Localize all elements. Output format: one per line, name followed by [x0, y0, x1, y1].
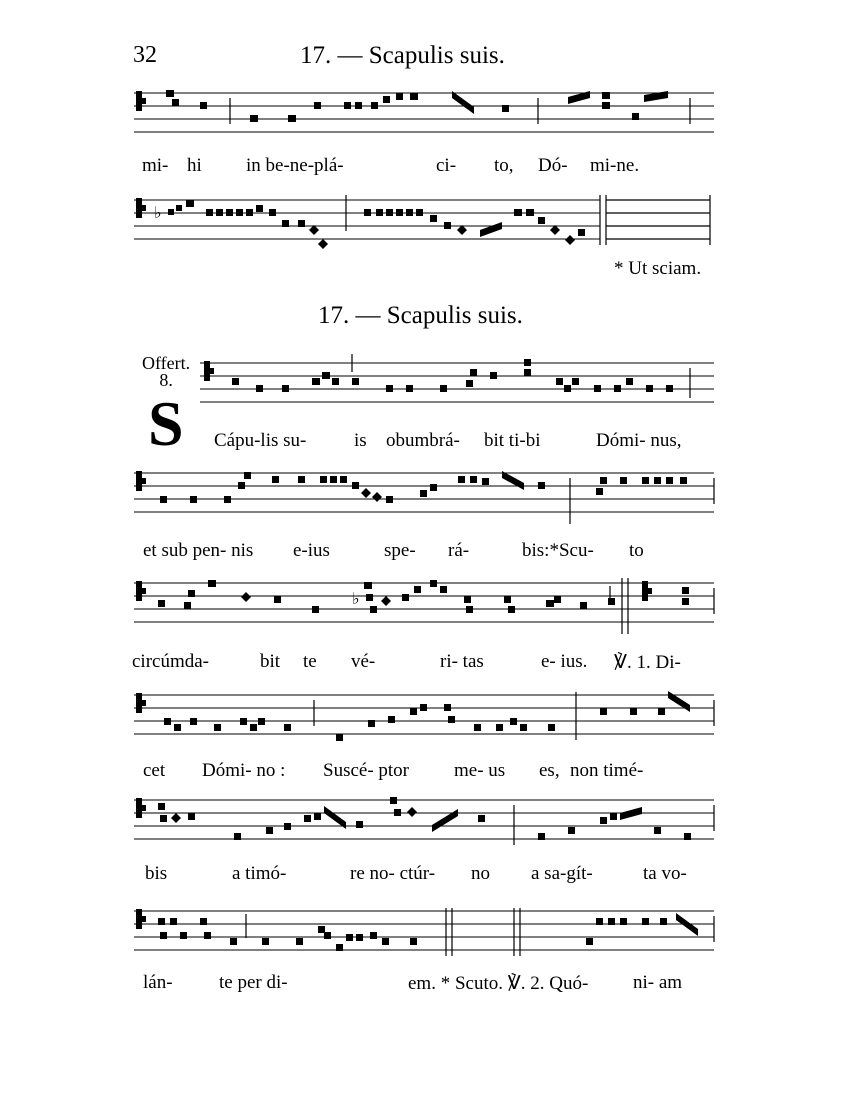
lyric-syllable: ℣. 1. Di- — [614, 652, 681, 673]
neume-staff-7 — [134, 795, 714, 855]
lyric-syllable: ci- — [436, 155, 457, 176]
neume-staff-3 — [200, 358, 714, 418]
neume-staff-4 — [134, 468, 714, 528]
lyric-syllable: bis — [145, 863, 168, 884]
mode-label-number: 8. — [159, 370, 173, 390]
lyric-syllable: Dómi- no : — [202, 760, 286, 781]
lyric-syllable: e-ius — [293, 540, 330, 561]
lyric-syllable: te — [303, 651, 317, 672]
lyric-syllable: em. * Scuto. ℣. 2. Quó- — [408, 973, 589, 994]
neume-staff-8 — [134, 906, 714, 966]
staff-system-6 — [134, 690, 714, 750]
lyric-syllable: rá- — [448, 540, 470, 561]
lyric-syllable: ni- am — [633, 972, 683, 993]
neume-staff-5 — [134, 578, 714, 638]
lyric-syllable: et sub pen- nis — [143, 540, 254, 561]
neume-staff-1 — [134, 88, 714, 148]
staff-system-2 — [134, 195, 714, 255]
mode-label-genre: Offert. — [142, 353, 191, 373]
staff-system-7 — [134, 795, 714, 855]
lyric-syllable: to, — [494, 155, 514, 176]
staff-system-4 — [134, 468, 714, 528]
chant-title: 17. — Scapulis suis. — [318, 302, 523, 329]
repeat-cue: * Ut sciam. — [614, 258, 702, 279]
lyric-syllable: e- ius. — [541, 651, 588, 672]
lyric-syllable: no — [471, 863, 490, 884]
lyric-syllable: Suscé- ptor — [323, 760, 410, 781]
lyric-syllable: re no- ctúr- — [350, 863, 436, 884]
lyric-syllable: te per di- — [219, 972, 288, 993]
lyric-syllable: me- us — [454, 760, 506, 781]
lyric-syllable: is — [354, 430, 367, 451]
lyric-syllable: mi- — [142, 155, 169, 176]
staff-system-8 — [134, 906, 714, 966]
lyric-syllable: circúmda- — [132, 651, 210, 672]
lyric-syllable: mi-ne. — [590, 155, 640, 176]
lyric-syllable: vé- — [351, 651, 376, 672]
mode-label — [142, 355, 190, 389]
lyric-syllable: a timó- — [232, 863, 287, 884]
initial-letter: S — [148, 388, 184, 459]
svg-text:♭: ♭ — [352, 591, 360, 608]
lyric-syllable: ri- tas — [440, 651, 484, 672]
lyric-syllable: spe- — [384, 540, 416, 561]
lyric-syllable: es, — [539, 760, 560, 781]
staff-system-1 — [134, 88, 714, 148]
lyric-syllable: ta vo- — [643, 863, 687, 884]
lyric-syllable: bis:*Scu- — [522, 540, 594, 561]
lyric-syllable: cet — [143, 760, 166, 781]
lyric-syllable: in be-ne-plá- — [246, 155, 344, 176]
lyric-syllable: lán- — [143, 972, 173, 993]
svg-text:♭: ♭ — [154, 205, 162, 222]
page-number: 32 — [133, 42, 157, 68]
running-title: 17. — Scapulis suis. — [300, 42, 505, 69]
lyric-syllable: bit ti-bi — [484, 430, 541, 451]
lyric-syllable: Dó- — [538, 155, 568, 176]
staff-system-5 — [134, 578, 714, 638]
lyric-syllable: Dómi- nus, — [596, 430, 682, 451]
lyric-syllable: to — [629, 540, 644, 561]
lyric-syllable: hi — [187, 155, 202, 176]
lyric-syllable: non timé- — [570, 760, 644, 781]
neume-staff-2 — [134, 195, 714, 255]
lyric-syllable: bit — [260, 651, 281, 672]
neume-staff-6 — [134, 690, 714, 750]
lyric-syllable: Cápu-lis su- — [214, 430, 307, 451]
staff-system-3 — [200, 358, 714, 418]
lyric-syllable: a sa-gít- — [531, 863, 593, 884]
lyric-syllable: obumbrá- — [386, 430, 460, 451]
